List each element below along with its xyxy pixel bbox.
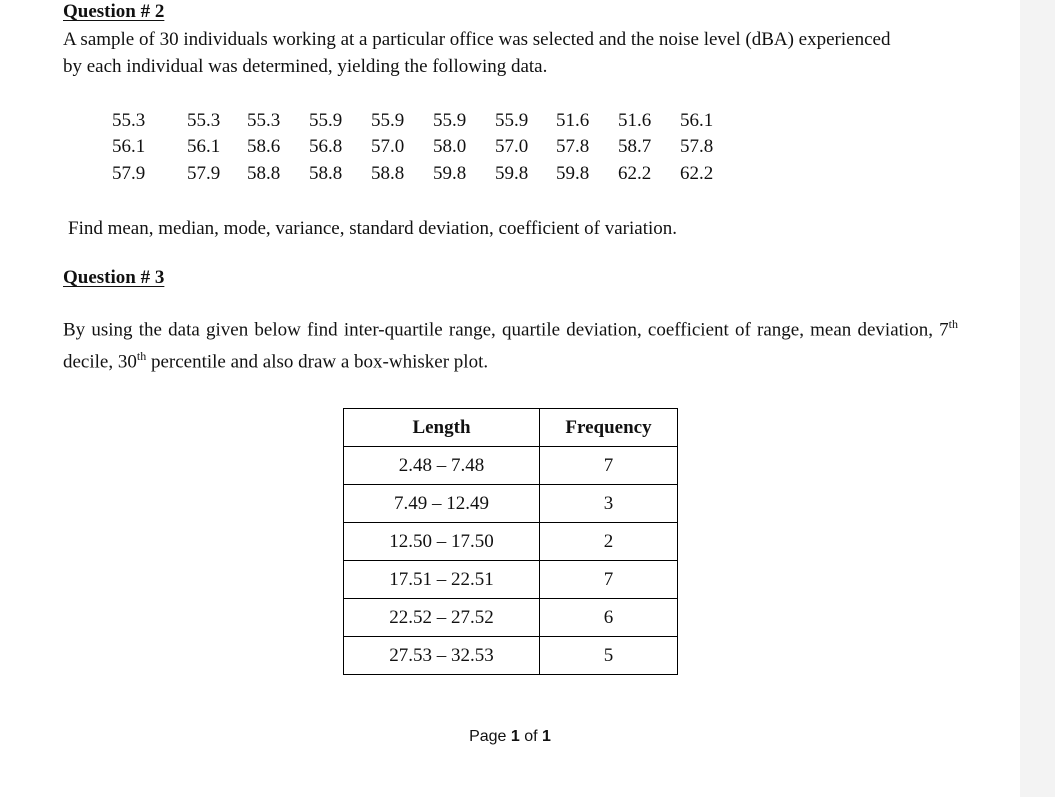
data-value: 55.9 — [309, 110, 343, 131]
page-number-total: 1 — [542, 728, 551, 745]
length-cell: 7.49 – 12.49 — [344, 485, 540, 523]
data-value: 55.9 — [495, 110, 529, 131]
page-number — [0, 728, 1020, 746]
data-value: 59.8 — [433, 163, 467, 184]
data-value: 51.6 — [556, 110, 590, 131]
data-value: 57.8 — [556, 136, 590, 157]
question-2-intro-line2: by each individual was determined, yielding the following data. — [63, 56, 548, 77]
data-value: 51.6 — [618, 110, 652, 131]
question-2-task: Find mean, median, mode, variance, standard deviation, coefficient of variation. — [68, 218, 678, 239]
data-value: 58.0 — [433, 136, 467, 157]
superscript: th — [948, 317, 958, 331]
data-value: 57.0 — [495, 136, 529, 157]
superscript: th — [136, 349, 147, 364]
data-value: 55.9 — [433, 110, 467, 131]
data-value: 58.8 — [247, 163, 281, 184]
data-value: 56.1 — [187, 136, 221, 157]
table-row — [344, 561, 678, 599]
page-number-middle: of — [519, 728, 543, 745]
column-header-length: Length — [344, 409, 540, 447]
column-header-frequency: Frequency — [540, 409, 678, 447]
data-value: 62.2 — [680, 163, 714, 184]
table-row — [344, 637, 678, 675]
data-value: 62.2 — [618, 163, 652, 184]
frequency-cell: 6 — [540, 599, 678, 637]
data-value: 55.3 — [247, 110, 281, 131]
frequency-cell: 7 — [540, 447, 678, 485]
question-2-intro — [63, 26, 963, 80]
data-value: 56.1 — [680, 110, 714, 131]
length-cell: 12.50 – 17.50 — [344, 523, 540, 561]
frequency-cell: 2 — [540, 523, 678, 561]
viewer-side-panel — [1020, 0, 1055, 797]
page-number-current: 1 — [510, 728, 520, 745]
frequency-table — [343, 408, 678, 675]
data-value: 55.3 — [112, 110, 146, 131]
data-value: 55.9 — [371, 110, 405, 131]
question-3-text — [63, 311, 958, 376]
noise-data-row — [112, 136, 730, 158]
frequency-cell: 7 — [540, 561, 678, 599]
length-cell: 2.48 – 7.48 — [344, 447, 540, 485]
table-row — [344, 447, 678, 485]
table-header-row — [344, 409, 678, 447]
noise-data-row — [112, 110, 730, 132]
question-2-intro-line1: A sample of 30 individuals working at a particular office was selected and the noise level (dBA) experienced — [63, 29, 891, 50]
data-value: 55.3 — [187, 110, 221, 131]
data-value: 56.8 — [309, 136, 343, 157]
data-value: 57.8 — [680, 136, 714, 157]
data-value: 57.9 — [187, 163, 221, 184]
table-row — [344, 599, 678, 637]
data-value: 59.8 — [495, 163, 529, 184]
frequency-cell: 3 — [540, 485, 678, 523]
question-3-text-part: decile, 30 — [63, 351, 137, 373]
table-row — [344, 523, 678, 561]
question-3-heading: Question # 3 — [63, 267, 165, 288]
frequency-cell: 5 — [540, 637, 678, 675]
question-2-heading: Question # 2 — [63, 1, 165, 22]
table-row — [344, 485, 678, 523]
data-value: 58.6 — [247, 136, 281, 157]
data-value: 59.8 — [556, 163, 590, 184]
data-value: 56.1 — [112, 136, 146, 157]
length-cell: 22.52 – 27.52 — [344, 599, 540, 637]
question-3-text-part: By using the data given below find inter-quartile range, quartile deviation, coefficient of range, mean deviation, 7 — [63, 319, 949, 341]
noise-data-row — [112, 163, 730, 185]
length-cell: 17.51 – 22.51 — [344, 561, 540, 599]
question-3-text-part: percentile and also draw a box-whisker plot. — [146, 351, 489, 373]
page-number-prefix: Page — [469, 728, 511, 745]
data-value: 58.7 — [618, 136, 652, 157]
data-value: 58.8 — [371, 163, 405, 184]
data-value: 57.0 — [371, 136, 405, 157]
length-cell: 27.53 – 32.53 — [344, 637, 540, 675]
data-value: 58.8 — [309, 163, 343, 184]
data-value: 57.9 — [112, 163, 146, 184]
